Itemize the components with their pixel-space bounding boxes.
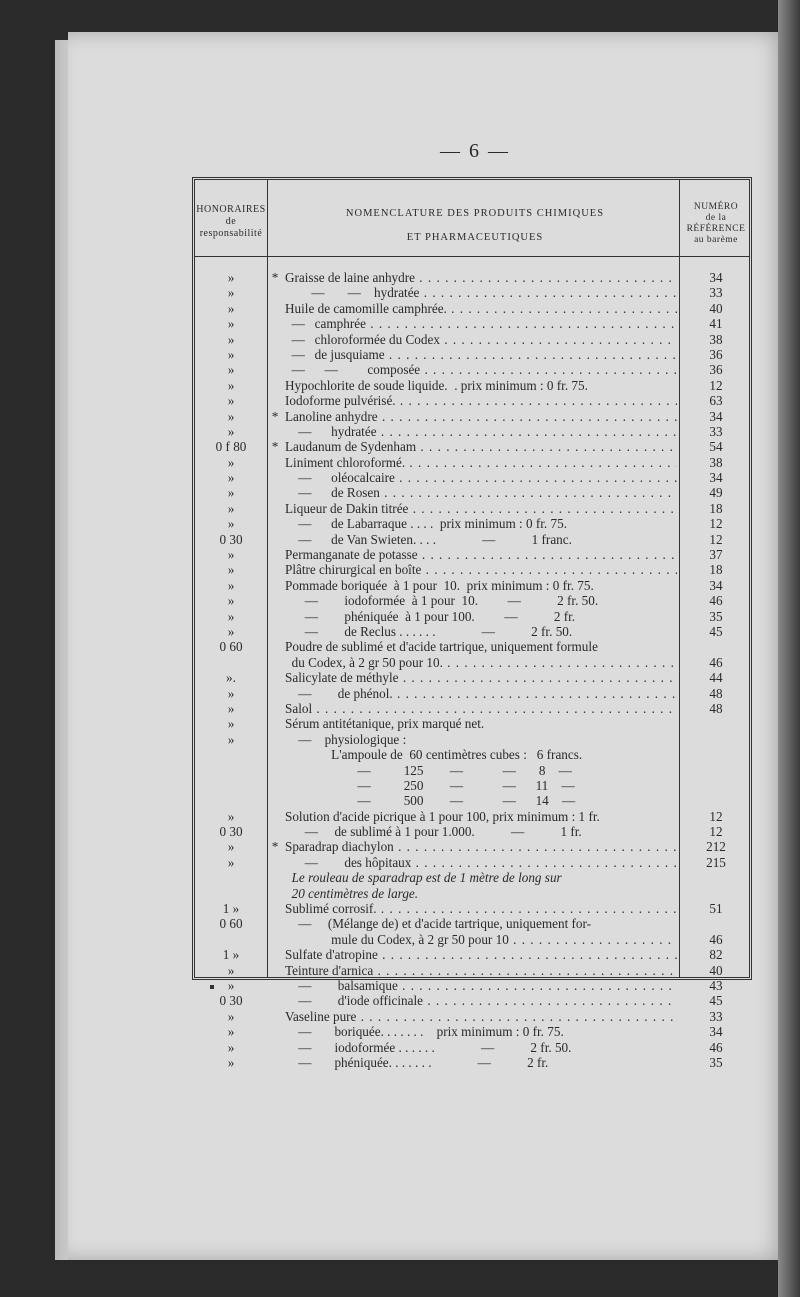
honoraires-cell: »	[227, 1054, 235, 1070]
product-name: Liqueur de Dakin titrée	[285, 500, 409, 516]
header-text: responsabilité	[199, 228, 263, 239]
table-row	[195, 901, 751, 916]
honoraires-cell: 0 30	[219, 993, 243, 1009]
product-name: Pommade boriquée à 1 pour 10. prix minimum : 0 fr. 75.	[285, 577, 594, 593]
product-name: — de jusquiame	[285, 346, 385, 362]
honoraires-cell: »	[227, 393, 235, 409]
header-text: RÉFÉRENCE	[686, 224, 746, 234]
nomenclature-cell	[285, 501, 677, 516]
dot-leader	[405, 455, 677, 470]
table-row	[195, 855, 751, 870]
table-row	[195, 547, 751, 562]
nomenclature-cell	[285, 901, 677, 916]
nomenclature-cell	[285, 347, 677, 362]
nomenclature-cell	[285, 870, 677, 885]
product-name: — 500 — — 14 —	[285, 793, 576, 809]
dot-leader	[378, 947, 677, 962]
honoraires-cell: »	[227, 470, 235, 486]
dot-leader	[421, 562, 677, 577]
product-name: Laudanum de Sydenham	[285, 439, 417, 455]
nomenclature-cell	[285, 485, 677, 500]
product-name: — (Mélange de) et d'acide tartrique, uniquement for-	[285, 916, 592, 932]
product-name: Hypochlorite de soude liquide. . prix minimum : 0 fr. 75.	[285, 377, 588, 393]
product-name: — boriquée. . . . . . . prix minimum : 0 fr. 75.	[285, 1024, 564, 1040]
honoraires-cell: 1 »	[222, 947, 240, 963]
honoraires-cell: »	[227, 454, 235, 470]
header-honoraires	[195, 204, 267, 240]
nomenclature-cell	[285, 886, 677, 901]
nomenclature-cell	[285, 916, 677, 931]
product-name: — 125 — — 8 —	[285, 762, 572, 778]
nomenclature-cell	[285, 732, 677, 747]
nomenclature-cell	[285, 963, 677, 978]
table-row	[195, 362, 751, 377]
asterisk-mark: *	[271, 270, 279, 285]
nomenclature-cell	[285, 547, 677, 562]
price-table	[192, 177, 752, 1070]
nomenclature-cell	[285, 393, 677, 408]
table-row	[195, 393, 751, 408]
dot-leader	[377, 901, 677, 916]
table-row	[195, 886, 751, 901]
product-name: Sublimé corrosif.	[285, 901, 377, 917]
honoraires-cell: »	[227, 270, 235, 285]
table-row	[195, 1009, 751, 1024]
table-row	[195, 409, 751, 424]
honoraires-cell: »	[227, 331, 235, 347]
reference-number-cell: 33	[709, 1008, 723, 1024]
table-row	[195, 670, 751, 685]
nomenclature-cell	[285, 824, 677, 839]
nomenclature-cell	[285, 516, 677, 531]
honoraires-cell: »	[227, 608, 235, 624]
table-row	[195, 732, 751, 747]
dot-leader	[447, 301, 677, 316]
dot-leader	[394, 839, 677, 854]
honoraires-cell: »	[227, 346, 235, 362]
nomenclature-cell	[285, 763, 677, 778]
reference-number-cell: 33	[709, 423, 723, 439]
dot-leader	[440, 332, 677, 347]
honoraires-cell: »	[227, 808, 235, 824]
dot-leader	[416, 439, 677, 454]
reference-number-cell: 12	[709, 824, 723, 840]
dot-leader	[509, 932, 677, 947]
nomenclature-cell	[285, 455, 677, 470]
product-name: Vaseline pure	[285, 1008, 357, 1024]
product-name: Salicylate de méthyle	[285, 670, 399, 686]
dot-leader	[411, 855, 677, 870]
nomenclature-cell	[285, 316, 677, 331]
product-name: — iodoformée à 1 pour 10. — 2 fr. 50.	[285, 593, 599, 609]
product-name: Poudre de sublimé et d'acide tartrique, uniquement formule	[285, 639, 598, 655]
product-name: — — hydratée	[285, 285, 420, 301]
product-name: Graisse de laine anhydre	[285, 270, 415, 285]
reference-number-cell: 46	[709, 931, 723, 947]
honoraires-cell: »	[227, 485, 235, 501]
reference-number-cell: 36	[709, 346, 723, 362]
honoraires-cell: »	[227, 300, 235, 316]
honoraires-cell: »	[227, 316, 235, 332]
table-row	[195, 609, 751, 624]
asterisk-mark: *	[271, 408, 279, 424]
table-row	[195, 993, 751, 1008]
table-row	[195, 793, 751, 808]
table-row	[195, 778, 751, 793]
dot-leader	[373, 963, 677, 978]
table-row	[195, 532, 751, 547]
reference-number-cell: 48	[709, 685, 723, 701]
reference-number-cell: 45	[709, 993, 723, 1009]
product-name: Liniment chloroformé.	[285, 454, 406, 470]
reference-number-cell: 215	[706, 854, 726, 870]
nomenclature-cell	[285, 470, 677, 485]
product-name: — hydratée	[285, 423, 377, 439]
table-row	[195, 947, 751, 962]
product-name: Sulfate d'atropine	[285, 947, 378, 963]
product-name: Plâtre chirurgical en boîte	[285, 562, 422, 578]
header-text: ET PHARMACEUTIQUES	[406, 232, 544, 243]
header-text: de la	[705, 213, 727, 223]
table-row	[195, 963, 751, 978]
dot-leader	[423, 993, 677, 1008]
table-row	[195, 501, 751, 516]
table-row	[195, 485, 751, 500]
honoraires-cell: 0 30	[219, 531, 243, 547]
honoraires-cell: »	[227, 516, 235, 532]
product-name: — chloroformée du Codex	[285, 331, 440, 347]
product-name: — de phénol.	[285, 685, 393, 701]
reference-number-cell: 212	[706, 839, 726, 855]
reference-number-cell: 35	[709, 1054, 723, 1070]
dot-leader	[395, 470, 677, 485]
table-row	[195, 378, 751, 393]
honoraires-cell: »	[227, 685, 235, 701]
table-row	[195, 655, 751, 670]
honoraires-cell: 1 »	[222, 901, 240, 917]
table-row	[195, 270, 751, 285]
table-row	[195, 747, 751, 762]
table-row	[195, 701, 751, 716]
dot-leader	[312, 701, 677, 716]
nomenclature-cell	[285, 855, 677, 870]
product-name: — des hôpitaux	[285, 854, 412, 870]
table-row	[195, 916, 751, 931]
table-row	[195, 1040, 751, 1055]
product-name: Le rouleau de sparadrap est de 1 mètre de long sur	[285, 870, 562, 886]
product-name: — balsamique	[285, 977, 398, 993]
nomenclature-cell	[285, 532, 677, 547]
nomenclature-cell	[285, 285, 677, 300]
reference-number-cell: 36	[709, 362, 723, 378]
product-name: L'ampoule de 60 centimètres cubes : 6 francs.	[285, 747, 583, 763]
table-row	[195, 470, 751, 485]
nomenclature-cell	[285, 670, 677, 685]
honoraires-cell: »	[227, 500, 235, 516]
product-name: — phéniquée à 1 pour 100. — 2 fr.	[285, 608, 576, 624]
honoraires-cell: »	[227, 547, 235, 563]
nomenclature-cell	[285, 270, 677, 285]
product-name: du Codex, à 2 gr 50 pour 10.	[285, 654, 443, 670]
honoraires-cell: »	[227, 731, 235, 747]
honoraires-cell: ».	[226, 670, 236, 686]
table-row	[195, 639, 751, 654]
table-row	[195, 824, 751, 839]
product-name: — de Rosen	[285, 485, 380, 501]
header-rule	[195, 256, 749, 257]
dot-leader	[377, 424, 677, 439]
table-row	[195, 455, 751, 470]
table-row	[195, 424, 751, 439]
reference-number-cell: 34	[709, 470, 723, 486]
honoraires-cell: 0 60	[219, 639, 243, 655]
reference-number-cell: 34	[709, 408, 723, 424]
table-row	[195, 686, 751, 701]
nomenclature-cell	[285, 593, 677, 608]
product-name: Permanganate de potasse	[285, 547, 418, 563]
dot-leader	[443, 655, 677, 670]
header-text: au barème	[694, 235, 738, 245]
table-row	[195, 1024, 751, 1039]
header-text: NOMENCLATURE DES PRODUITS CHIMIQUES	[345, 208, 605, 219]
nomenclature-cell	[285, 809, 677, 824]
dot-leader	[408, 501, 677, 516]
reference-number-cell: 37	[709, 547, 723, 563]
honoraires-cell: »	[227, 1008, 235, 1024]
nomenclature-cell	[285, 609, 677, 624]
asterisk-mark: *	[271, 839, 279, 855]
nomenclature-cell	[285, 701, 677, 716]
reference-number-cell: 34	[709, 270, 723, 285]
honoraires-cell: »	[227, 285, 235, 301]
honoraires-cell: »	[227, 408, 235, 424]
reference-number-cell: 12	[709, 377, 723, 393]
product-name: Lanoline anhydre	[285, 408, 378, 424]
honoraires-cell: »	[227, 593, 235, 609]
reference-number-cell: 45	[709, 623, 723, 639]
dot-leader	[393, 686, 677, 701]
nomenclature-cell	[285, 578, 677, 593]
nomenclature-cell	[285, 562, 677, 577]
honoraires-cell: »	[227, 377, 235, 393]
page-shadow	[778, 0, 800, 1297]
reference-number-cell: 82	[709, 947, 723, 963]
product-name: — de Labarraque . . . . prix minimum : 0 fr. 75.	[285, 516, 568, 532]
table-row	[195, 624, 751, 639]
reference-number-cell: 18	[709, 500, 723, 516]
honoraires-cell: »	[227, 423, 235, 439]
product-name: Teinture d'arnica	[285, 962, 374, 978]
nomenclature-cell	[285, 716, 677, 731]
dot-leader	[378, 409, 677, 424]
honoraires-cell: 0 60	[219, 916, 243, 932]
product-name: — oléocalcaire	[285, 470, 395, 486]
product-name: — de sublimé à 1 pour 1.000. — 1 fr.	[285, 824, 582, 840]
reference-number-cell: 63	[709, 393, 723, 409]
nomenclature-cell	[285, 978, 677, 993]
honoraires-cell: »	[227, 716, 235, 732]
reference-number-cell: 49	[709, 485, 723, 501]
nomenclature-cell	[285, 362, 677, 377]
ink-mark	[210, 985, 214, 989]
dot-leader	[418, 547, 677, 562]
reference-number-cell: 48	[709, 700, 723, 716]
honoraires-cell: »	[227, 1024, 235, 1040]
dot-leader	[398, 978, 677, 993]
dot-leader	[366, 316, 677, 331]
table-row	[195, 439, 751, 454]
nomenclature-cell	[285, 947, 677, 962]
reference-number-cell: 46	[709, 1039, 723, 1055]
nomenclature-cell	[285, 993, 677, 1008]
reference-number-cell: 34	[709, 1024, 723, 1040]
product-name: — d'iode officinale	[285, 993, 424, 1009]
table-row	[195, 716, 751, 731]
table-row	[195, 332, 751, 347]
table-row	[195, 839, 751, 854]
dot-leader	[419, 285, 677, 300]
header-nomenclature	[269, 202, 681, 250]
nomenclature-cell	[285, 301, 677, 316]
table-row	[195, 516, 751, 531]
nomenclature-cell	[285, 424, 677, 439]
nomenclature-cell	[285, 332, 677, 347]
dot-leader	[356, 1009, 677, 1024]
table-row	[195, 809, 751, 824]
reference-number-cell: 18	[709, 562, 723, 578]
honoraires-cell: »	[227, 977, 235, 993]
table-row	[195, 763, 751, 778]
table-row	[195, 1055, 751, 1070]
product-name: — phéniquée. . . . . . . — 2 fr.	[285, 1054, 549, 1070]
product-name: — iodoformée . . . . . . — 2 fr. 50.	[285, 1039, 572, 1055]
product-name: Sérum antitétanique, prix marqué net.	[285, 716, 485, 732]
table-row	[195, 578, 751, 593]
honoraires-cell: »	[227, 854, 235, 870]
product-name: mule du Codex, à 2 gr 50 pour 10	[285, 931, 509, 947]
reference-number-cell: 43	[709, 977, 723, 993]
nomenclature-cell	[285, 686, 677, 701]
reference-number-cell: 38	[709, 331, 723, 347]
product-name: — — composée	[285, 362, 421, 378]
reference-number-cell: 35	[709, 608, 723, 624]
reference-number-cell: 12	[709, 808, 723, 824]
nomenclature-cell	[285, 1055, 677, 1070]
reference-number-cell: 51	[709, 901, 723, 917]
table-row	[195, 347, 751, 362]
table-row	[195, 285, 751, 300]
honoraires-cell: »	[227, 577, 235, 593]
nomenclature-cell	[285, 378, 677, 393]
nomenclature-cell	[285, 409, 677, 424]
product-name: — 250 — — 11 —	[285, 777, 575, 793]
dot-leader	[415, 270, 677, 285]
honoraires-cell: »	[227, 839, 235, 855]
product-name: Huile de camomille camphrée.	[285, 300, 447, 316]
nomenclature-cell	[285, 439, 677, 454]
product-name: Sparadrap diachylon	[285, 839, 394, 855]
header-numero	[681, 202, 751, 246]
dot-leader	[420, 362, 677, 377]
asterisk-mark: *	[271, 439, 279, 455]
nomenclature-cell	[285, 839, 677, 854]
nomenclature-cell	[285, 932, 677, 947]
dot-leader	[380, 485, 677, 500]
reference-number-cell: 46	[709, 654, 723, 670]
honoraires-cell: »	[227, 1039, 235, 1055]
product-name: — de Van Swieten. . . . — 1 franc.	[285, 531, 572, 547]
reference-number-cell: 12	[709, 516, 723, 532]
nomenclature-cell	[285, 624, 677, 639]
reference-number-cell: 41	[709, 316, 723, 332]
reference-number-cell: 44	[709, 670, 723, 686]
reference-number-cell: 33	[709, 285, 723, 301]
reference-number-cell: 38	[709, 454, 723, 470]
header-text: NUMÉRO	[693, 202, 739, 212]
reference-number-cell: 40	[709, 962, 723, 978]
dot-leader	[396, 393, 677, 408]
table-row	[195, 316, 751, 331]
nomenclature-cell	[285, 793, 677, 808]
dot-leader	[399, 670, 677, 685]
reference-number-cell: 46	[709, 593, 723, 609]
reference-number-cell: 54	[709, 439, 723, 455]
reference-number-cell: 40	[709, 300, 723, 316]
reference-number-cell: 12	[709, 531, 723, 547]
nomenclature-cell	[285, 778, 677, 793]
product-name: — de Reclus . . . . . . — 2 fr. 50.	[285, 623, 573, 639]
product-name: 20 centimètres de large.	[285, 885, 419, 901]
table-row	[195, 562, 751, 577]
product-name: Iodoforme pulvérisé.	[285, 393, 396, 409]
header-text: HONORAIRES	[196, 204, 266, 215]
nomenclature-cell	[285, 1024, 677, 1039]
nomenclature-cell	[285, 1040, 677, 1055]
nomenclature-cell	[285, 1009, 677, 1024]
nomenclature-cell	[285, 639, 677, 654]
table-row	[195, 301, 751, 316]
honoraires-cell: 0 f 80	[215, 439, 247, 455]
reference-number-cell: 34	[709, 577, 723, 593]
honoraires-cell: 0 30	[219, 824, 243, 840]
table-row	[195, 593, 751, 608]
honoraires-cell: »	[227, 700, 235, 716]
product-name: — camphrée	[285, 316, 366, 332]
dot-leader	[385, 347, 677, 362]
table-row	[195, 870, 751, 885]
honoraires-cell: »	[227, 362, 235, 378]
product-name: Salol	[285, 700, 313, 716]
header-text: de	[225, 216, 237, 227]
page-number: — 6 —	[440, 140, 510, 162]
honoraires-cell: »	[227, 562, 235, 578]
table-row	[195, 932, 751, 947]
table-row	[195, 978, 751, 993]
table-body	[195, 270, 751, 1070]
product-name: — physiologique :	[285, 731, 407, 747]
nomenclature-cell	[285, 747, 677, 762]
product-name: Solution d'acide picrique à 1 pour 100, prix minimum : 1 fr.	[285, 808, 600, 824]
nomenclature-cell	[285, 655, 677, 670]
honoraires-cell: »	[227, 623, 235, 639]
honoraires-cell: »	[227, 962, 235, 978]
